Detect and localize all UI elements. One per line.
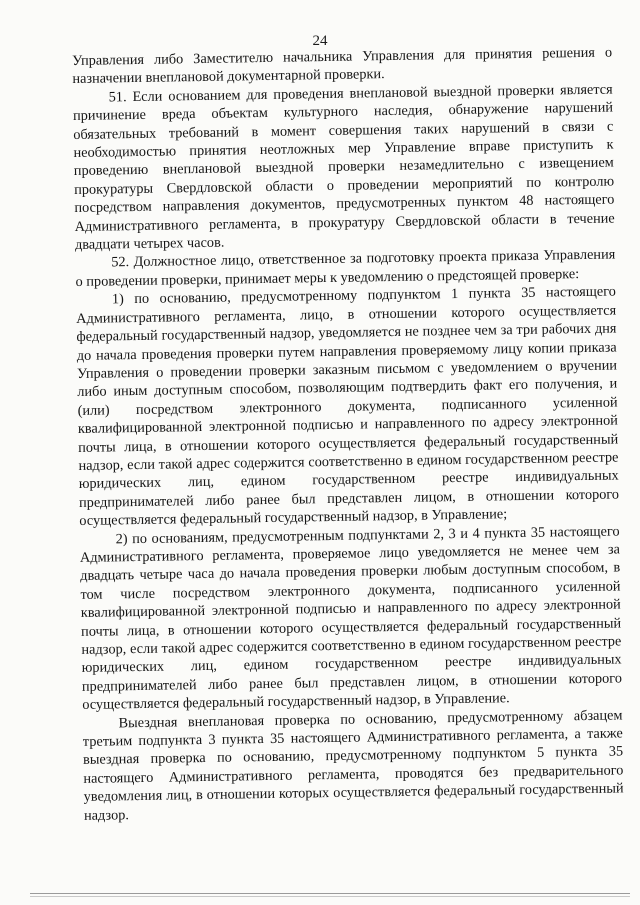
paragraph-51: 51. Если основанием для проведения внеплановой выездной проверки является причинение вреда объектам культурного наследия, обнаружение нарушений обязательных требований в момент совершения таких нарушений в связи с необходимостью принятия неотложных мер Управление вправе приступить к проведению внеплановой выездной проверки незамедлительно с извещением прокуратуры Свердловской области о проведении мероприятий по контролю посредством направления документов, предусмотренных пунктом 48 настоящего Административного регламента, в прокуратуру Свердловской области в течение двадцати четырех часов. <box>72 81 615 254</box>
page-number: 24 <box>312 33 328 49</box>
paragraph-continuation: Управления либо Заместителю начальника Управления для принятия решения о назначении внеплановой документарной проверки. <box>72 44 613 88</box>
paragraph-unannounced-inspection: Выездная внеплановая проверка по основанию, предусмотренному абзацем третьим подпункта 3 пункта 35 настоящего Административного регламента, а также выездная проверка по основанию, предусмотренному подпунктом 5 пункта 35 настоящего Административного регламента, проводятся без предварительного уведомления лиц, в отношении которых осуществляется федеральный государственный надзор. <box>82 707 624 824</box>
paragraph-52-item-2: 2) по основаниям, предусмотренным подпунктами 2, 3 и 4 пункта 35 настоящего Административного регламента, проверяемое лицо уведомляется не менее чем за двадцать четыре часа до начала проведения проверки любым доступным способом, в том числе посредством электронного документа, подписанного усиленной квалифицированной электронной подписью и направленного по адресу электронной почты лица, в отношении которого осуществляется федеральный государственный надзор, если такой адрес содержится соответственно в едином государственном реестре юридических лиц, едином государственном реестре индивидуальных предпринимателей либо ранее был представлен лицом, в отношении которого осуществляется федеральный государственный надзор, в Управление. <box>79 523 623 714</box>
scan-edge-line <box>30 893 630 894</box>
paragraph-52-item-1: 1) по основанию, предусмотренному подпунктом 1 пункта 35 настоящего Административного регламента, лицо, в отношении которого осуществляется федеральный государственный надзор, уведомляется не позднее чем за три рабочих дня до начала проведения проверки путем направления проверяемому лицу копии приказа Управления о проведении проверки заказным письмом с уведомлением о вручении либо иным доступным способом, позволяющим подтвердить факт его получения, и (или) посредством электронного документа, подписанного усиленной квалифицированной электронной подписью и направленного по адресу электронной почты лица, в отношении которого осуществляется федеральный государственный надзор, если такой адрес содержится соответственно в едином государственном реестре юридических лиц, едином государственном реестре индивидуальных предпринимателей либо ранее был представлен лицом, в отношении которого осуществляется федеральный государственный надзор, в Управление; <box>76 283 620 530</box>
scan-edge-line-secondary <box>30 896 630 897</box>
document-body <box>72 44 624 825</box>
paragraph-52: 52. Должностное лицо, ответственное за подготовку проекта приказа Управления о проведении проверки, принимает меры к уведомлению о предстоящей проверке: <box>75 246 616 290</box>
